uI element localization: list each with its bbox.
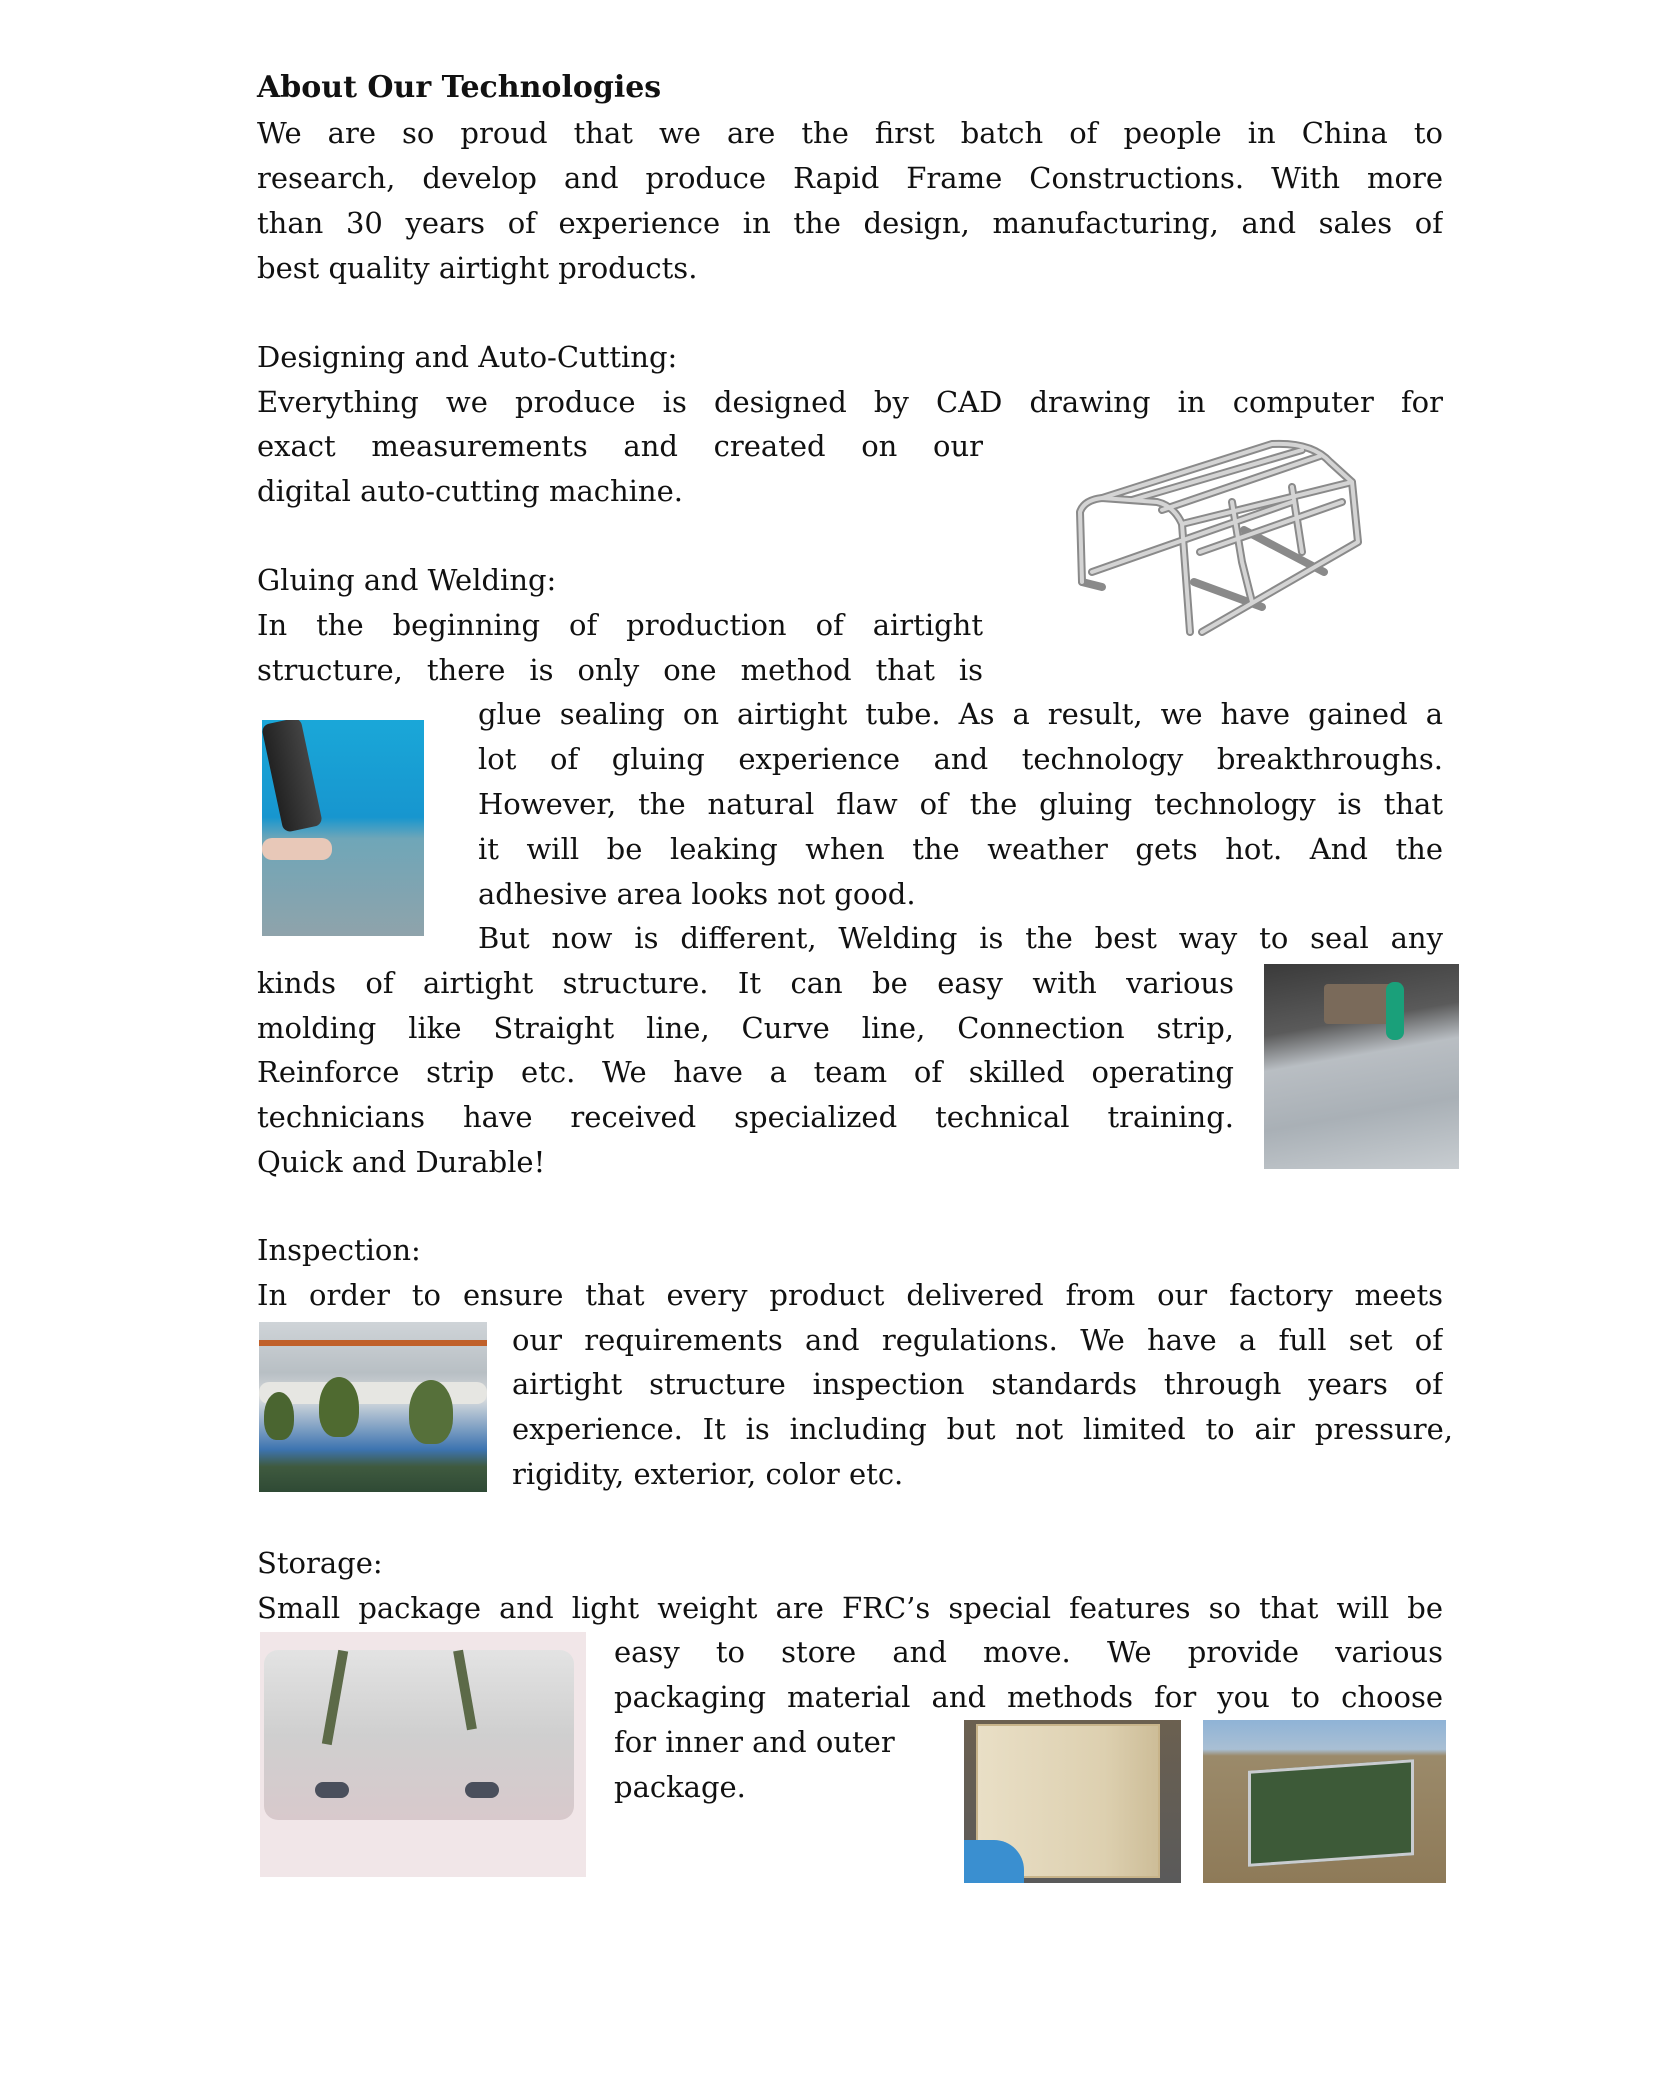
hanging-bag-shape	[409, 1380, 453, 1444]
welding-image	[1264, 964, 1459, 1169]
gluing-line: lot of gluing experience and technology breakthroughs.	[478, 742, 1443, 776]
section-heading-inspection: Inspection:	[257, 1233, 421, 1267]
gluing-image	[262, 720, 424, 936]
designing-line: digital auto-cutting machine.	[257, 474, 683, 508]
gluing-line: In the beginning of production of airtight	[257, 608, 983, 642]
handle-shape	[315, 1782, 349, 1798]
inspection-image	[259, 1322, 487, 1492]
section-heading-designing: Designing and Auto-Cutting:	[257, 340, 678, 374]
hand-shape	[262, 838, 332, 860]
storage-line: for inner and outer	[614, 1725, 895, 1759]
gluing-line: technicians have received specialized technical training.	[257, 1100, 1234, 1134]
gluing-line: kinds of airtight structure. It can be easy with various	[257, 966, 1234, 1000]
gluing-line: adhesive area looks not good.	[478, 877, 916, 911]
intro-line: than 30 years of experience in the design, manufacturing, and sales of	[257, 206, 1443, 240]
frame-structure-icon	[1062, 432, 1382, 647]
flight-case-image	[1203, 1720, 1446, 1883]
gluing-line: molding like Straight line, Curve line, Connection strip,	[257, 1011, 1234, 1045]
hanging-bag-shape	[319, 1377, 359, 1437]
section-heading-gluing: Gluing and Welding:	[257, 563, 557, 597]
roof-beam-shape	[259, 1340, 487, 1346]
storage-line: Small package and light weight are FRC’s special features so that will be	[257, 1591, 1443, 1625]
wooden-crate-image	[964, 1720, 1181, 1883]
gluing-line: it will be leaking when the weather gets hot. And the	[478, 832, 1443, 866]
handle-shape	[465, 1782, 499, 1798]
intro-line: research, develop and produce Rapid Frame Constructions. With more	[257, 161, 1443, 195]
gluing-line: Quick and Durable!	[257, 1145, 546, 1179]
storage-line: packaging material and methods for you to choose	[614, 1680, 1443, 1714]
gluing-line: But now is different, Welding is the best way to seal any	[478, 921, 1443, 955]
green-wheel-shape	[1386, 982, 1404, 1040]
heat-gun-shape	[262, 720, 323, 833]
storage-bag-image	[260, 1632, 586, 1877]
inspection-line: experience. It is including but not limited to air pressure,	[512, 1412, 1453, 1446]
intro-line: best quality airtight products.	[257, 251, 698, 285]
inspection-line: airtight structure inspection standards through years of	[512, 1367, 1443, 1401]
gluing-line: However, the natural flaw of the gluing technology is that	[478, 787, 1443, 821]
tube-shape	[259, 1382, 487, 1404]
intro-line: We are so proud that we are the first batch of people in China to	[257, 116, 1443, 150]
designing-line: exact measurements and created on our	[257, 429, 983, 463]
page-title: About Our Technologies	[257, 70, 662, 105]
gluing-line: glue sealing on airtight tube. As a result, we have gained a	[478, 697, 1443, 731]
section-heading-storage: Storage:	[257, 1546, 383, 1580]
inspection-line: rigidity, exterior, color etc.	[512, 1457, 904, 1491]
gluing-line: Reinforce strip etc. We have a team of skilled operating	[257, 1055, 1234, 1089]
inspection-line: In order to ensure that every product delivered from our factory meets	[257, 1278, 1443, 1312]
bag-shape	[264, 1650, 574, 1820]
frame-structure-image	[1062, 432, 1382, 647]
welding-head-shape	[1324, 984, 1394, 1024]
storage-line: package.	[614, 1770, 746, 1804]
hanging-bag-shape	[264, 1392, 294, 1440]
storage-line: easy to store and move. We provide various	[614, 1635, 1443, 1669]
gluing-line: structure, there is only one method that is	[257, 653, 983, 687]
case-shape	[1248, 1759, 1414, 1867]
inspection-line: our requirements and regulations. We have a full set of	[512, 1323, 1443, 1357]
designing-line: Everything we produce is designed by CAD drawing in computer for	[257, 385, 1443, 419]
